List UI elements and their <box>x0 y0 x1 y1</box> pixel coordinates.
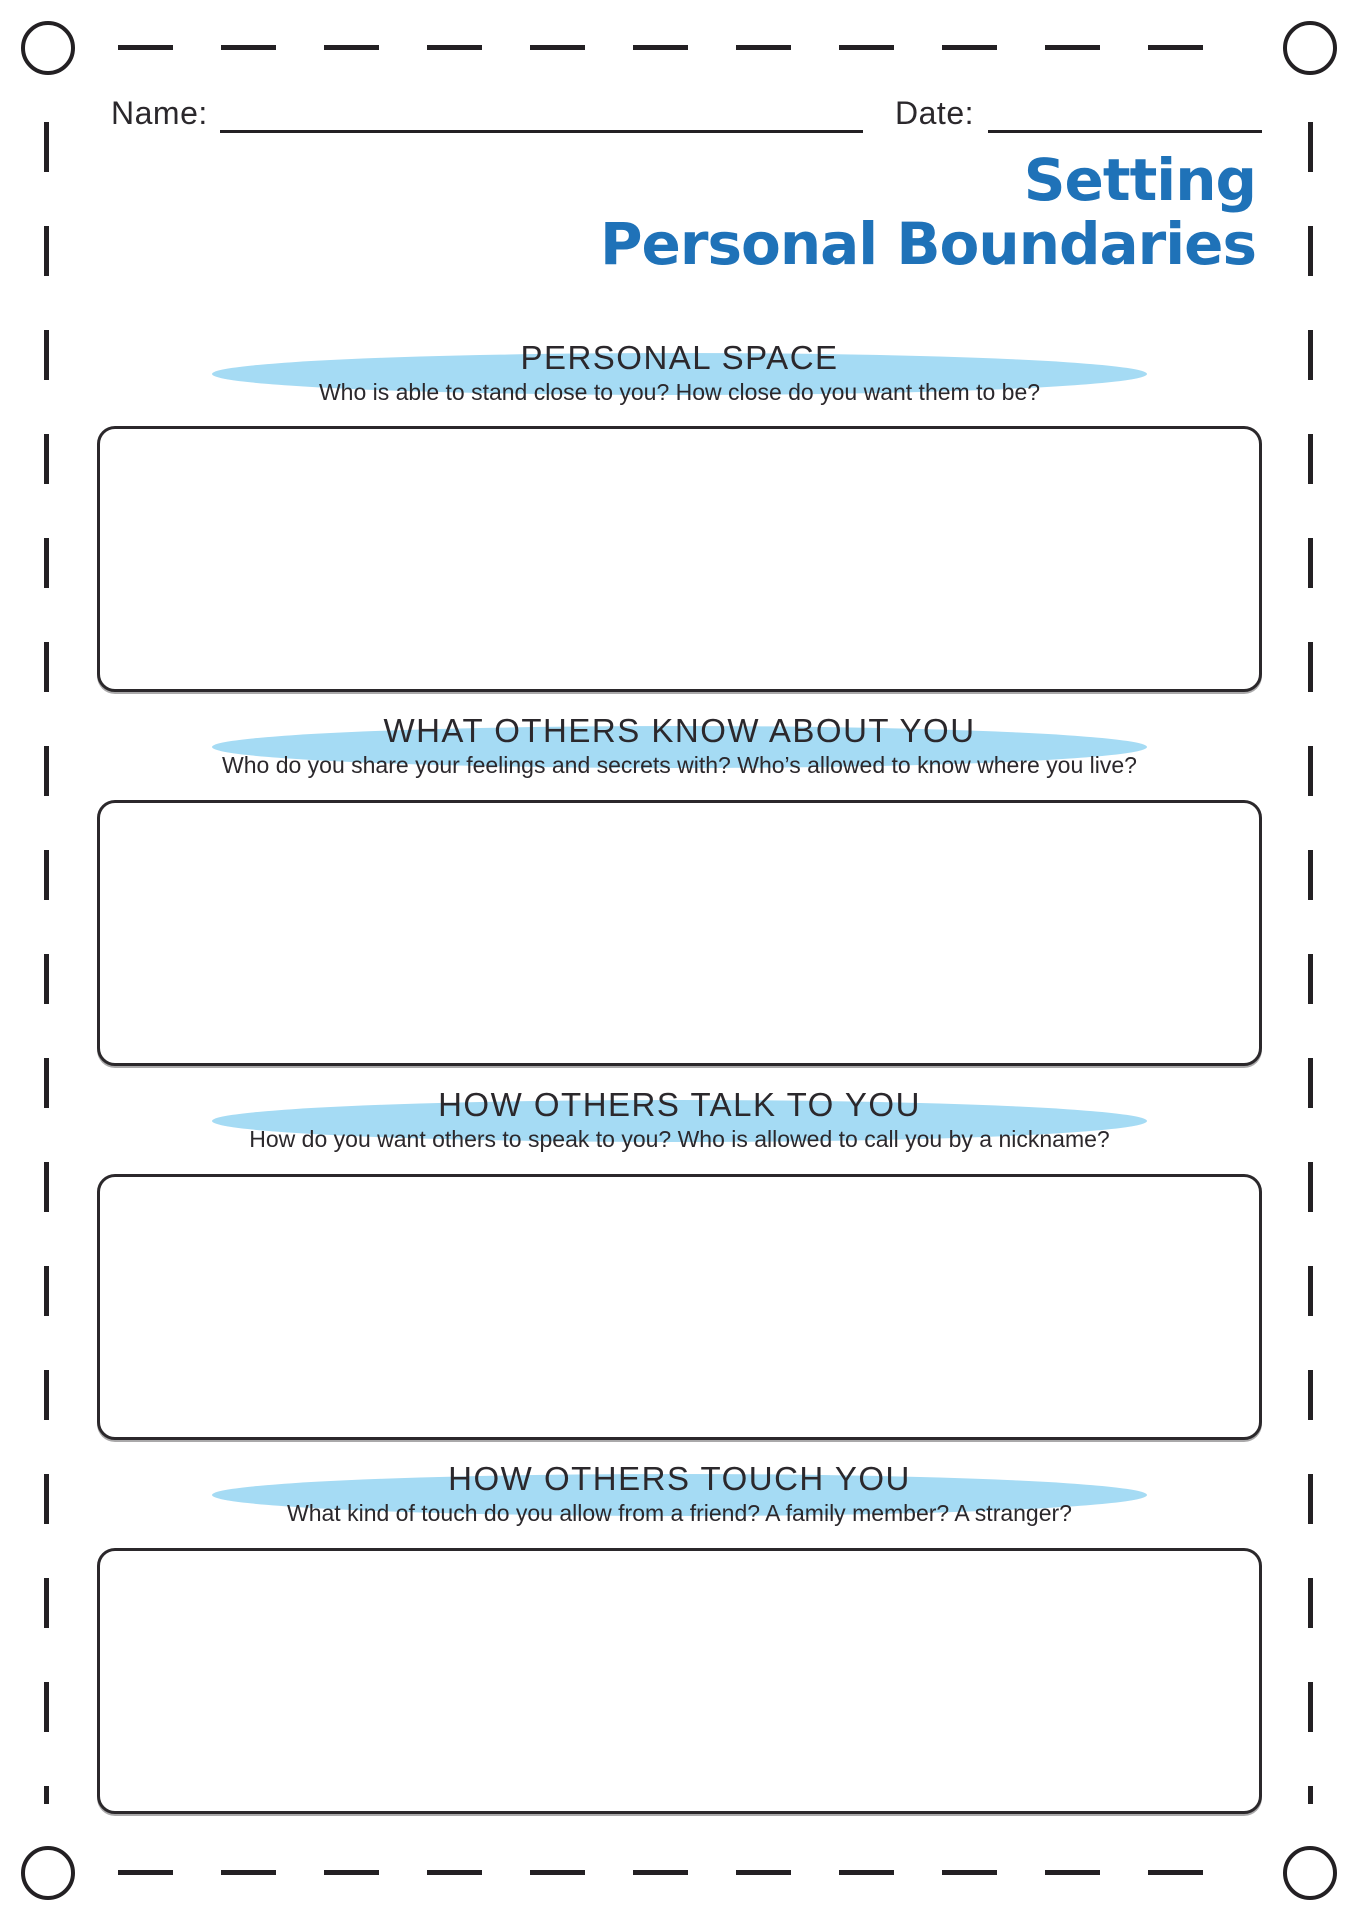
section-what-others-know <box>97 712 1262 1066</box>
date-input-line[interactable] <box>988 96 1262 133</box>
date-label: Date: <box>895 95 974 131</box>
cut-line-left <box>44 122 49 1804</box>
section-personal-space <box>97 339 1262 693</box>
section-prompt: Who do you share your feelings and secrets with? Who’s allowed to know where you live? <box>222 752 1137 779</box>
answer-box-personal-space[interactable] <box>97 426 1262 692</box>
punch-hole-bottom-left-icon <box>21 1846 75 1900</box>
answer-box-how-others-talk[interactable] <box>97 1174 1262 1440</box>
name-label: Name: <box>111 95 208 131</box>
section-prompt: What kind of touch do you allow from a friend? A family member? A stranger? <box>287 1499 1072 1526</box>
name-date-row <box>97 96 1262 133</box>
answer-box-how-others-touch[interactable] <box>97 1548 1262 1814</box>
name-input-line[interactable] <box>220 96 863 133</box>
section-prompt: How do you want others to speak to you? Who is allowed to call you by a nickname? <box>249 1126 1110 1153</box>
section-heading: PERSONAL SPACE <box>520 338 839 376</box>
page-title-line2: Personal Boundaries <box>600 209 1256 278</box>
section-head <box>97 1086 1262 1154</box>
section-how-others-talk <box>97 1086 1262 1440</box>
cut-line-bottom <box>118 1870 1246 1875</box>
cut-line-right <box>1308 122 1313 1804</box>
punch-hole-bottom-right-icon <box>1283 1846 1337 1900</box>
page-title <box>97 146 1262 278</box>
section-head <box>97 339 1262 407</box>
section-how-others-touch <box>97 1460 1262 1814</box>
section-heading: HOW OTHERS TOUCH YOU <box>448 1459 911 1497</box>
punch-hole-top-right-icon <box>1283 21 1337 75</box>
answer-box-what-others-know[interactable] <box>97 800 1262 1066</box>
page-title-line1: Setting <box>1023 146 1256 215</box>
section-prompt: Who is able to stand close to you? How close do you want them to be? <box>318 378 1041 405</box>
section-heading: HOW OTHERS TALK TO YOU <box>438 1086 921 1124</box>
worksheet-content <box>97 0 1262 1814</box>
punch-hole-top-left-icon <box>21 21 75 75</box>
section-head <box>97 712 1262 780</box>
section-heading: WHAT OTHERS KNOW ABOUT YOU <box>383 712 976 750</box>
section-head <box>97 1460 1262 1528</box>
